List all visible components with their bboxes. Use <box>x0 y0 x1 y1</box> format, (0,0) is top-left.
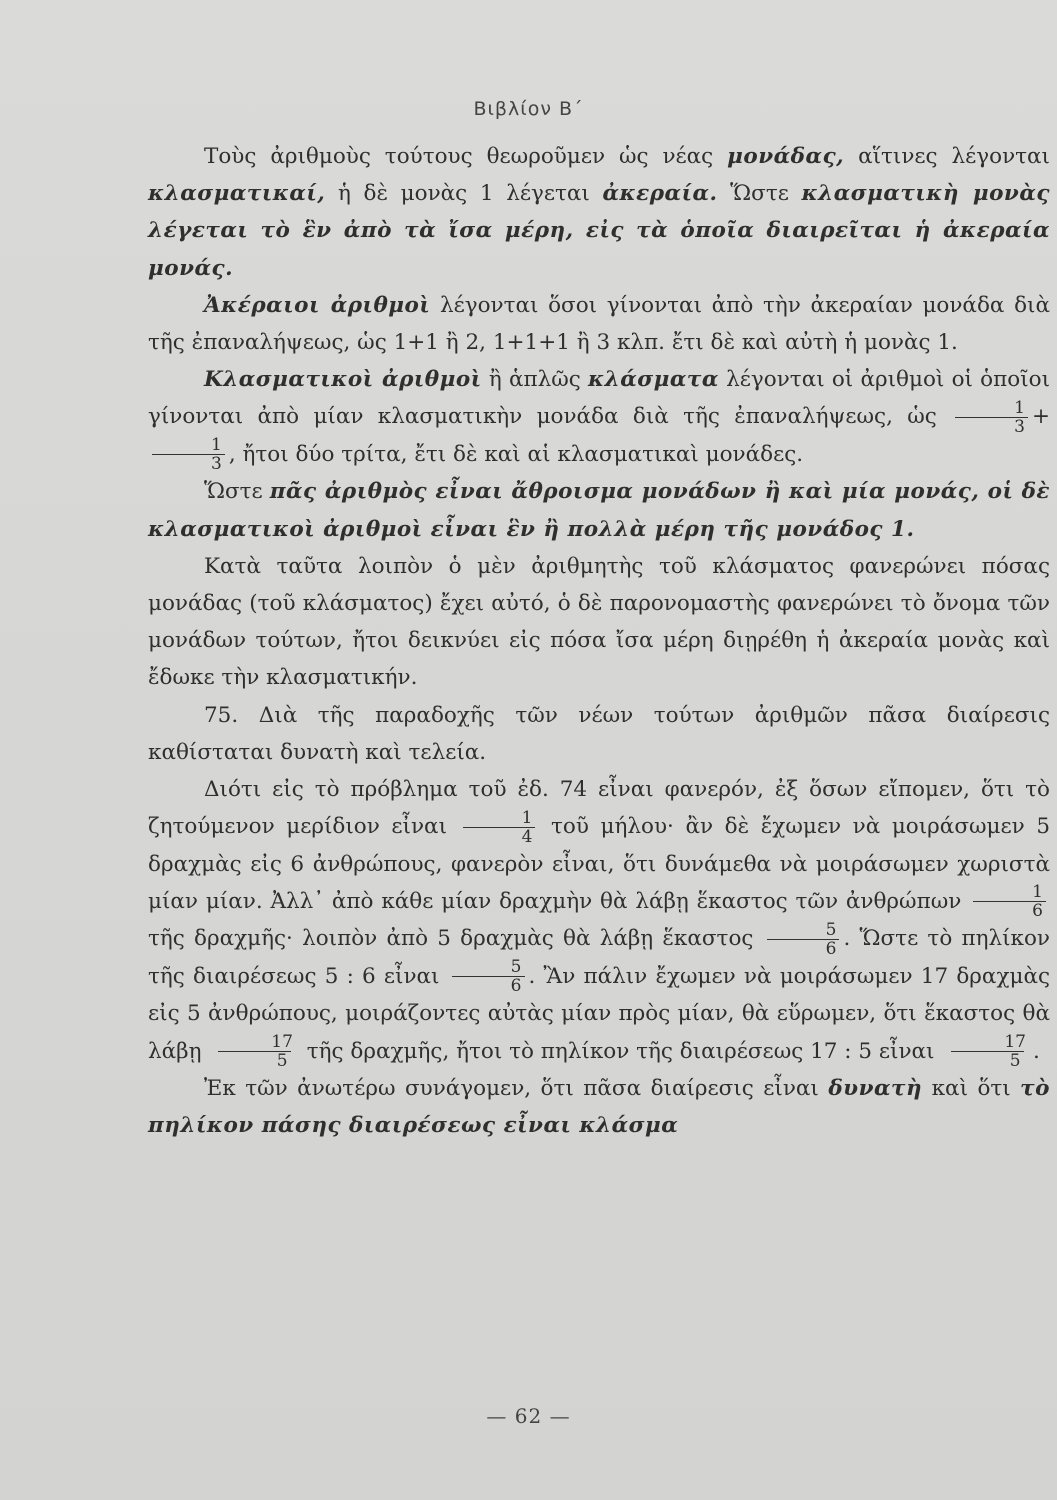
paragraph-fractional-units <box>148 138 1050 287</box>
emphasis: δυνατὴ <box>828 1076 923 1102</box>
text: λέγονται οἱ ἀριθμοὶ οἱ ὁποῖοι γίνονται ἀπὸ μίαν κλασματικὴν μονάδα διὰ τῆς ἐπαναλήψεως, ὡς <box>148 367 1051 430</box>
fraction-numerator: 1 <box>1032 882 1043 903</box>
body-text <box>148 138 1050 1145</box>
text: Διότι εἰς τὸ πρόβλημα τοῦ ἐδ. 74 εἶναι φανερόν, ἐξ ὅσων εἴπομεν, ὅτι τὸ ζητούμενον μερίδιον εἶναι <box>148 777 1050 840</box>
fraction-denominator: 6 <box>452 976 525 995</box>
paragraph-conclusion <box>148 1070 1050 1144</box>
fraction <box>152 436 225 473</box>
fraction-denominator: 5 <box>218 1051 291 1070</box>
fraction <box>955 399 1028 436</box>
fraction-denominator: 4 <box>463 827 536 846</box>
fraction-numerator: 1 <box>211 435 222 456</box>
fraction-numerator: 1 <box>1014 397 1025 418</box>
paragraph-integers <box>148 287 1050 361</box>
fraction-numerator: 1 <box>521 807 533 828</box>
running-header: Βιβλίον Β΄ <box>473 98 584 120</box>
emphasis: κλασματικαί, <box>148 181 326 207</box>
fraction <box>463 809 536 846</box>
fraction-numerator: 17 <box>1004 1032 1026 1053</box>
fraction <box>973 883 1046 920</box>
fraction-denominator: 5 <box>951 1051 1024 1070</box>
text: ἡ δὲ μονὰς 1 λέγεται <box>325 181 603 207</box>
text: τῆς δραχμῆς· λοιπὸν ἀπὸ 5 δραχμὰς θὰ λάβῃ ἕκαστος <box>148 926 763 952</box>
definition-emphasis: κλασματικὴ μονὰς λέγεται τὸ ἓν ἀπὸ τὰ ἴσα μέρη, εἰς τὰ ὁποῖα διαιρεῖται ἡ ἀκεραία μονάς. <box>148 181 1050 281</box>
text: καὶ ὅτι <box>922 1076 1021 1102</box>
text: Ἐκ τῶν ἀνωτέρω συνάγομεν, ὅτι πᾶσα διαίρεσις εἶναι <box>204 1076 829 1102</box>
fraction-numerator: 17 <box>271 1032 293 1053</box>
term-integers: Ἀκέραιοι ἀριθμοὶ <box>204 292 431 318</box>
fraction <box>945 1033 1029 1070</box>
paragraph-numerator-denominator: Κατὰ ταῦτα λοιπὸν ὁ μὲν ἀριθμητὴς τοῦ κλάσματος φανερώνει πόσας μονάδας (τοῦ κλάσματος) ἔχει αὐτό, ὁ δὲ παρονομαστὴς φανερώνει τὸ ὄνομα τῶν μονάδων τούτων, ἤτοι δεικνύει εἰς πόσα ἴσα μέρη διῃρέθη ἡ ἀκεραία μονὰς καὶ ἔδωκε τὴν κλασματικήν. <box>148 553 1050 691</box>
text: . Ἂν πάλιν ἔχωμεν νὰ μοιράσωμεν 17 δραχμὰς εἰς 5 ἀνθρώπους, μοιράζοντες αὐτὰς μίαν πρὸς μίαν, θὰ εὕρωμεν, ὅτι ἕκαστος θὰ λάβῃ <box>148 963 1051 1064</box>
text: Ὥστε <box>204 479 270 505</box>
paragraph-section-75: 75. Διὰ τῆς παραδοχῆς τῶν νέων τούτων ἀριθμῶν πᾶσα διαίρεσις καθίσταται δυνατὴ καὶ τελεία. <box>148 702 1050 765</box>
term-fractions: κλάσματα <box>588 367 719 393</box>
fraction-numerator: 5 <box>825 919 837 940</box>
plus-sign: + <box>1031 404 1050 430</box>
text: . Ὥστε τὸ πηλίκον τῆς διαιρέσεως 5 : 6 εἶναι <box>148 926 1050 989</box>
text: , ἤτοι δύο τρίτα, ἔτι δὲ καὶ αἱ κλασματικαὶ μονάδες. <box>228 441 804 467</box>
fraction <box>767 921 840 958</box>
paragraph-fractional-numbers <box>148 361 1050 473</box>
emphasis: μονάδας, <box>727 144 845 169</box>
term-fractional-numbers: Κλασματικοὶ ἀριθμοὶ <box>204 367 482 393</box>
conclusion-emphasis: τὸ πηλίκον πάσης διαιρέσεως εἶναι κλάσμα <box>148 1076 1050 1139</box>
text: λέγονται ὅσοι γίνονται ἀπὸ τὴν ἀκεραίαν μονάδα διὰ τῆς ἐπαναλήψεως, ὡς 1+1 ἢ 2, 1+1+1 ἢ 3 κλπ. ἔτι δὲ καὶ αὐτὴ ἡ μονὰς 1. <box>148 292 1050 356</box>
fraction <box>452 958 525 995</box>
text: τῆς δραχμῆς, ἤτοι τὸ πηλίκον τῆς διαιρέσεως 17 : 5 εἶναι <box>299 1038 942 1064</box>
text: τοῦ μήλου· ἂν δὲ ἔχωμεν νὰ μοιράσωμεν 5 δραχμὰς εἰς 6 ἀνθρώπους, φανερὸν εἶναι, ὅτι δυνάμεθα νὰ μοιράσωμεν χωριστὰ μίαν μίαν. Ἀλλ᾽ ἀπὸ κάθε μίαν δραχμὴν θὰ λάβῃ ἕκαστος τῶν ἀνθρώπων <box>148 814 1050 914</box>
fraction <box>212 1033 296 1070</box>
paragraph-division-examples <box>148 771 1050 1070</box>
fraction-denominator: 3 <box>955 417 1028 436</box>
emphasis: ἀκεραία. <box>602 181 718 207</box>
text: Τοὺς ἀριθμοὺς τούτους θεωροῦμεν ὡς νέας <box>204 144 728 169</box>
text: Ὥστε <box>717 181 802 207</box>
page-number: — 62 — <box>486 1404 571 1428</box>
fraction-denominator: 6 <box>973 901 1046 920</box>
fraction-denominator: 6 <box>767 939 840 958</box>
paragraph-summary <box>148 473 1050 547</box>
text: αἵτινες λέγονται <box>844 144 1050 169</box>
fraction-numerator: 5 <box>510 957 522 978</box>
text: ἢ ἁπλῶς <box>481 367 589 393</box>
summary-emphasis: πᾶς ἀριθμὸς εἶναι ἄθροισμα μονάδων ἢ καὶ μία μονάς, οἱ δὲ κλασματικοὶ ἀριθμοὶ εἶναι ἓν ἢ πολλὰ μέρη τῆς μονάδος 1. <box>148 479 1050 542</box>
fraction-denominator: 3 <box>152 454 225 473</box>
text: . <box>1032 1038 1040 1064</box>
